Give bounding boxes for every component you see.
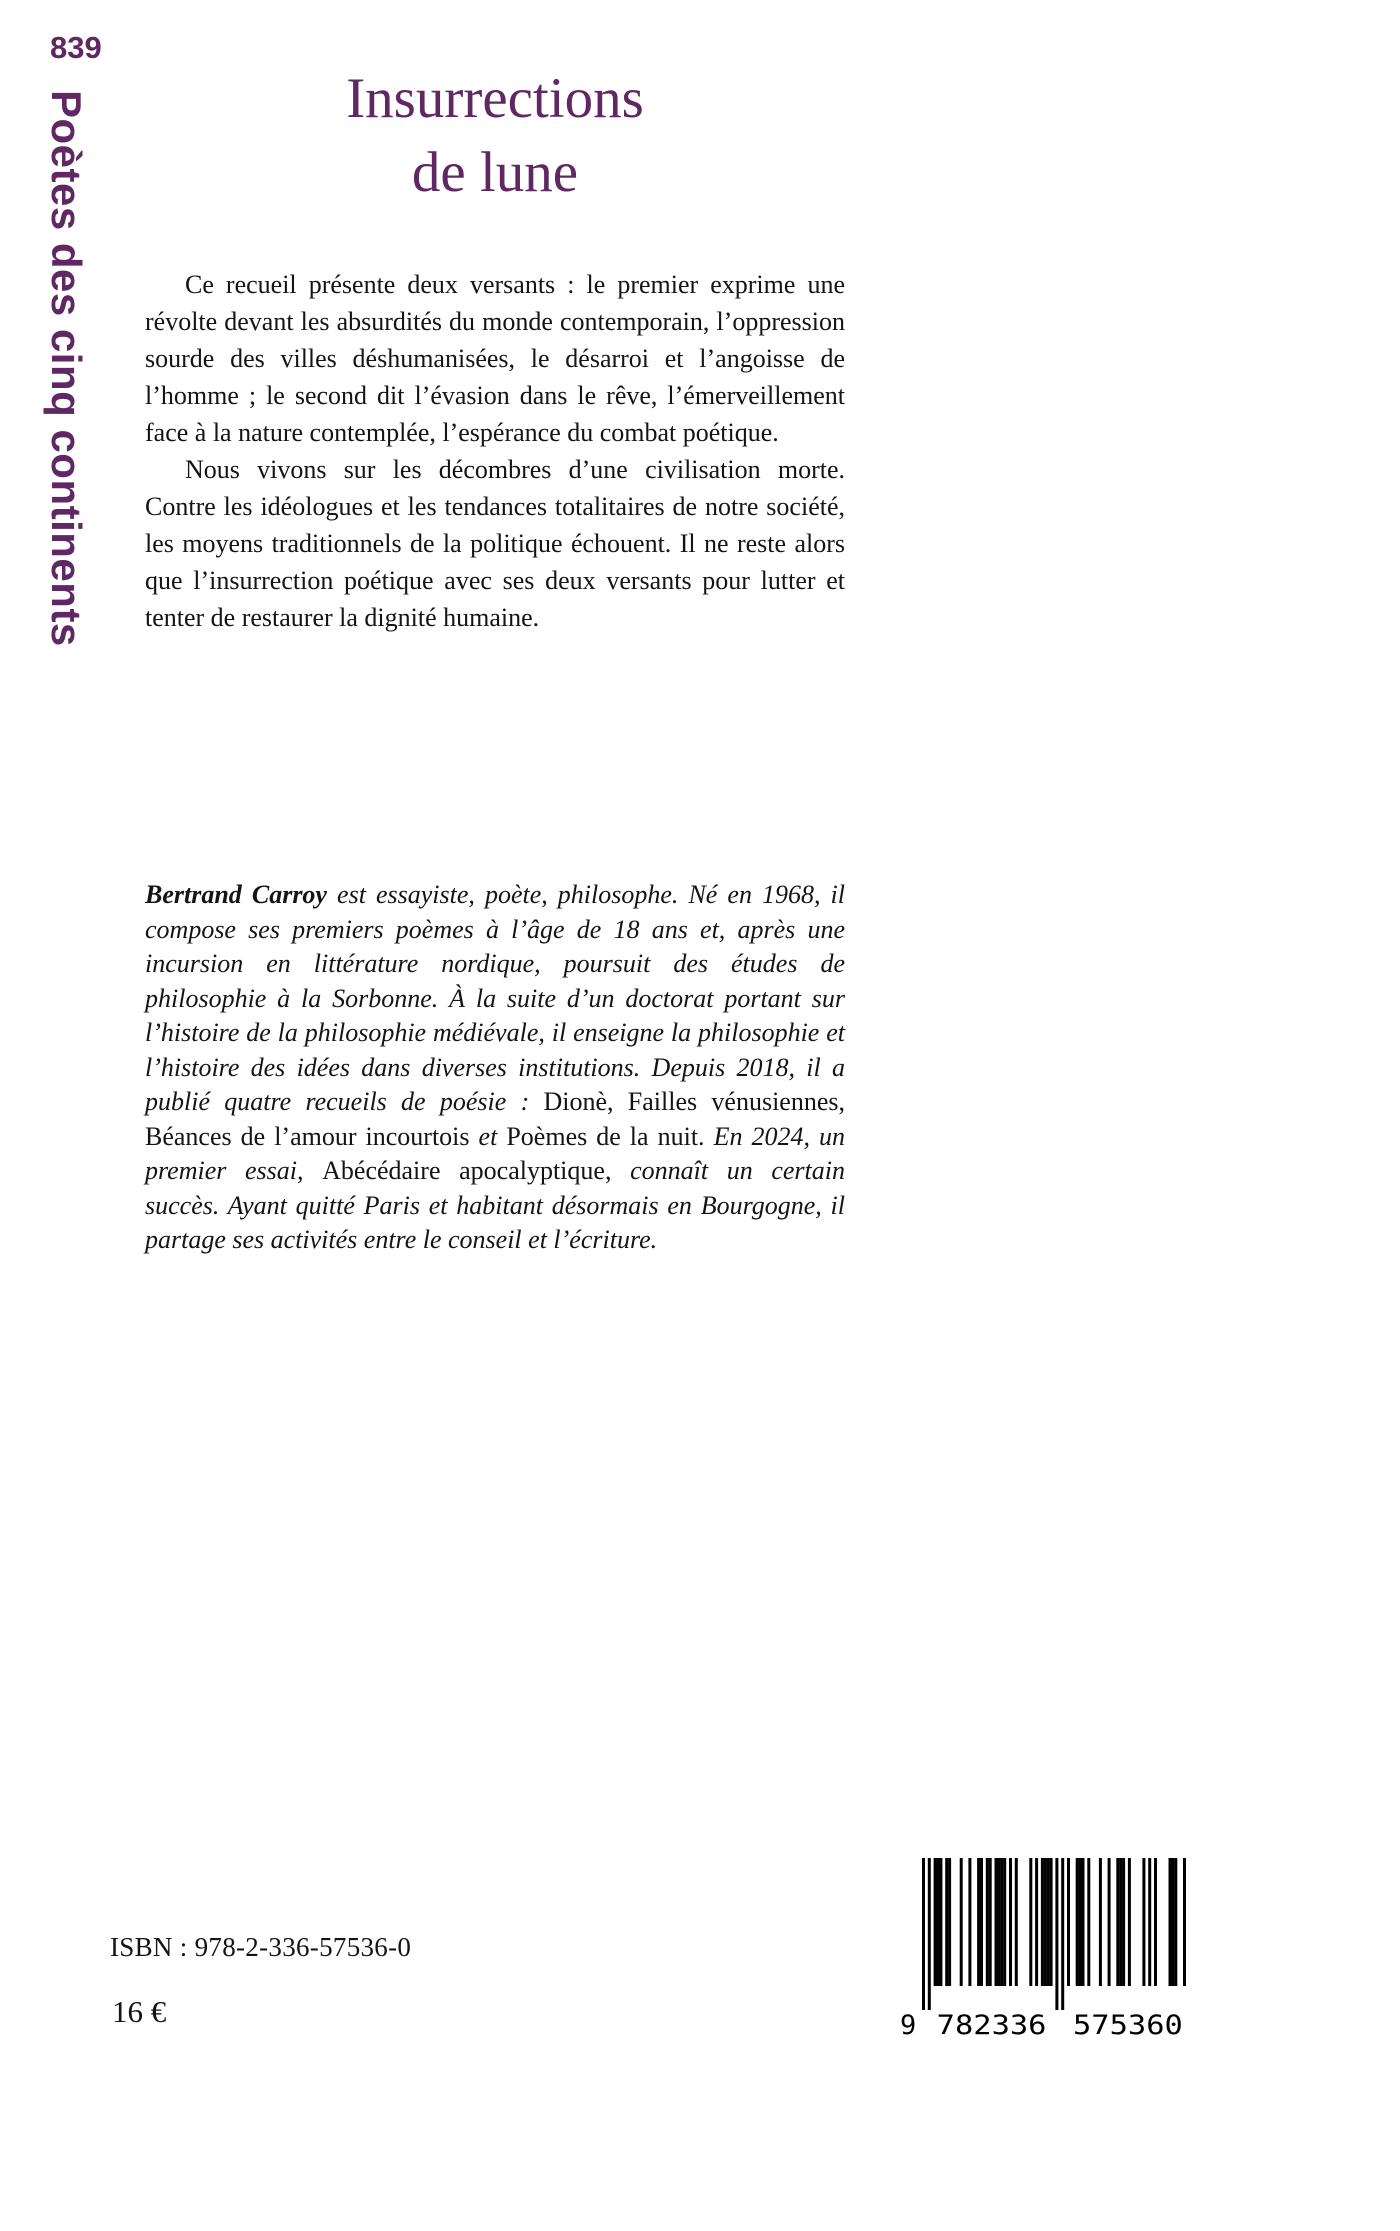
- barcode-bar: [1015, 1858, 1018, 1986]
- barcode-bar: [1050, 1858, 1053, 1986]
- barcode-bar: [1061, 1858, 1064, 2010]
- barcode-bar: [1154, 1858, 1157, 1986]
- barcode-bar: [1183, 1858, 1186, 1986]
- barcode-bar: [1076, 1858, 1079, 1986]
- barcode-bar: [1035, 1858, 1038, 1986]
- barcode-bar: [995, 1858, 998, 1986]
- barcode-bar: [960, 1858, 963, 1986]
- barcode-bar: [1003, 1858, 1006, 1986]
- barcode-bar: [928, 1858, 931, 2010]
- book-title-line-1: Insurrections: [346, 67, 644, 130]
- collection-name-vertical: Poètes des cinq continents: [43, 90, 90, 647]
- barcode-bar: [1055, 1858, 1058, 2010]
- barcode-bar: [948, 1858, 951, 1986]
- barcode-bar: [1047, 1858, 1050, 1986]
- barcode-digit-lead: 9: [900, 2010, 917, 2038]
- isbn-label: ISBN : 978-2-336-57536-0: [110, 1932, 412, 1962]
- barcode-svg: [900, 1858, 1202, 2038]
- book-title: [145, 62, 845, 210]
- bio-segment: est essayiste, poète, philosophe. Né en 1968, il compose ses premiers poèmes à l’âge de 18 ans et, après une incursion en littérature nordique, poursuit des études de philosophie à la Sorbonne. À la suite d’un doctorat portant sur l’histoire de la philosophie médiévale, il enseigne la philosophie et l’histoire des idées dans diverses institutions. Depuis 2018, il a publié quatre recueils de poésie :: [145, 880, 845, 1116]
- barcode-bar: [997, 1858, 1000, 1986]
- bio-segment: En 2024, un premier essai,: [145, 1121, 845, 1185]
- barcode-bar: [937, 1858, 940, 1986]
- barcode-bar: [1029, 1858, 1032, 1986]
- barcode-bar: [1122, 1858, 1125, 1986]
- barcode-bar: [968, 1858, 971, 1986]
- barcode-bar: [1128, 1858, 1131, 1986]
- bio-segment: Poèmes de la nuit.: [506, 1121, 705, 1151]
- bio-segment: connaît un certain succès. Ayant quitté Paris et habitant désormais en Bourgogne, il partage ses activités entre le conseil et l’écriture.: [145, 1156, 845, 1254]
- book-title-line-2: de lune: [411, 141, 579, 204]
- barcode-bar: [1171, 1858, 1174, 1986]
- barcode-bar: [939, 1858, 942, 1986]
- blurb: [145, 266, 845, 636]
- barcode-bar: [1116, 1858, 1119, 1986]
- blurb-paragraph: Nous vivons sur les décombres d’une civilisation morte. Contre les idéologues et les tendances totalitaires de notre société, les moyens traditionnels de la politique échouent. Il ne reste alors que l’insurrection poétique avec ses deux versants pour lutter et tenter de restaurer la dignité humaine.: [145, 455, 845, 632]
- barcode-bar: [1009, 1858, 1012, 1986]
- collection-number: 839: [50, 30, 102, 65]
- barcode-bar: [1079, 1858, 1082, 1986]
- author-name: Bertrand Carroy: [145, 880, 327, 909]
- barcode-bar: [1148, 1858, 1151, 1986]
- barcode-bar: [986, 1858, 989, 1986]
- barcode-digits-right: 575360: [1073, 2010, 1183, 2038]
- barcode-bar: [980, 1858, 983, 1986]
- barcode: [900, 1858, 1202, 2043]
- barcode-bar: [1067, 1858, 1070, 1986]
- barcode-bar: [1108, 1858, 1111, 1986]
- barcode-bar: [1099, 1858, 1102, 1986]
- barcode-bar: [922, 1858, 925, 2010]
- bio-segment: Dionè, Failles vénusiennes, Béances de l’amour incourtois: [145, 1087, 845, 1151]
- barcode-digits-left: 782336: [936, 2010, 1047, 2038]
- price: 16 €: [112, 1994, 167, 2029]
- barcode-bar: [1119, 1858, 1122, 1986]
- barcode-bar: [945, 1858, 948, 1986]
- barcode-bar: [1142, 1858, 1145, 1986]
- barcode-bar: [977, 1858, 980, 1986]
- author-bio: [145, 878, 845, 1258]
- barcode-bar: [1044, 1858, 1047, 1986]
- barcode-bar: [1174, 1858, 1177, 1986]
- barcode-bar: [934, 1858, 937, 1986]
- blurb-paragraph: Ce recueil présente deux versants : le premier exprime une révolte devant les absurdités du monde contemporain, l’oppression sourde des villes déshumanisées, le désarroi et l’angoisse de l’homme ; le second dit l’évasion dans le rêve, l’émerveillement face à la nature contemplée, l’espérance du combat poétique.: [145, 270, 845, 447]
- bio-segment: et: [469, 1121, 507, 1151]
- barcode-bar: [1087, 1858, 1090, 1986]
- bio-segment: Abécédaire apocalyptique,: [322, 1156, 612, 1185]
- barcode-bar: [1041, 1858, 1044, 1986]
- barcode-bar: [1082, 1858, 1085, 1986]
- barcode-bar: [1000, 1858, 1003, 1986]
- barcode-bar: [989, 1858, 992, 1986]
- barcode-bar: [1169, 1858, 1172, 1986]
